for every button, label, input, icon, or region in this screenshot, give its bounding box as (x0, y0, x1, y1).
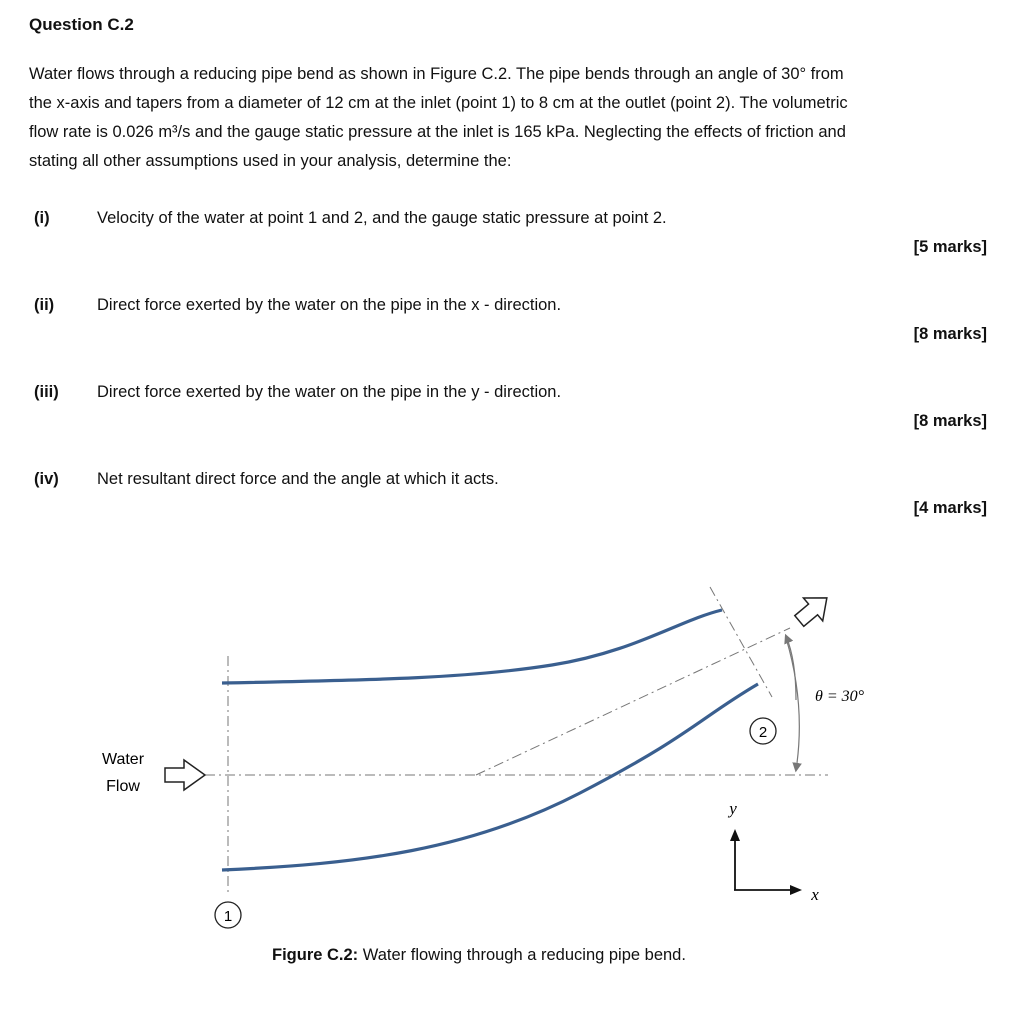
part-iii-text: Direct force exerted by the water on the pipe in the y - direction. (97, 383, 562, 401)
part-i-marks: [5 marks] (913, 238, 987, 256)
figure-caption (272, 944, 686, 966)
part-iv-text: Net resultant direct force and the angle at which it acts. (97, 470, 499, 488)
outlet-section-line (710, 587, 772, 697)
outlet-flow-arrow-icon (790, 586, 837, 632)
intro-line: Water flows through a reducing pipe bend as shown in Figure C.2. The pipe bends through an angle of 30° from (29, 65, 844, 83)
x-axis-arrow-icon (790, 885, 802, 895)
part-ii-marks: [8 marks] (913, 325, 987, 343)
part-iii-label: (iii) (34, 383, 59, 401)
caption-prefix: Figure C.2: (272, 946, 359, 964)
pipe-upper-wall (222, 610, 722, 683)
angle-label: θ = 30° (815, 688, 865, 705)
intro-line: the x-axis and tapers from a diameter of 12 cm at the inlet (point 1) to 8 cm at the outlet (point 2). The volumetric (29, 94, 848, 112)
part-iv-marks: [4 marks] (913, 499, 987, 517)
y-axis-label: y (729, 799, 737, 818)
question-title: Question C.2 (29, 15, 134, 34)
part-ii-text: Direct force exerted by the water on the pipe in the x - direction. (97, 296, 562, 314)
pipe-lower-wall (222, 684, 758, 870)
angle-arc-upper (786, 636, 796, 700)
x-axis-label: x (811, 885, 819, 904)
inclined-centerline (476, 628, 790, 775)
pipe-bend-figure (0, 560, 1019, 940)
intro-line: flow rate is 0.026 m³/s and the gauge static pressure at the inlet is 165 kPa. Neglecting the effects of friction and (29, 123, 846, 141)
point-1-label: 1 (223, 908, 233, 925)
part-i-text: Velocity of the water at point 1 and 2, and the gauge static pressure at point 2. (97, 209, 667, 227)
part-iii-marks: [8 marks] (913, 412, 987, 430)
point-2-label: 2 (758, 724, 768, 741)
intro-line: stating all other assumptions used in your analysis, determine the: (29, 152, 512, 170)
flow-arrow-icon (165, 760, 205, 790)
question-intro (29, 60, 994, 176)
flow-label-water: Water (101, 751, 145, 768)
part-i-label: (i) (34, 209, 50, 227)
caption-text: Water flowing through a reducing pipe bend. (358, 946, 686, 964)
part-ii-label: (ii) (34, 296, 55, 314)
flow-label-flow: Flow (106, 778, 140, 795)
part-iv-label: (iv) (34, 470, 59, 488)
y-axis-arrow-icon (730, 829, 740, 841)
